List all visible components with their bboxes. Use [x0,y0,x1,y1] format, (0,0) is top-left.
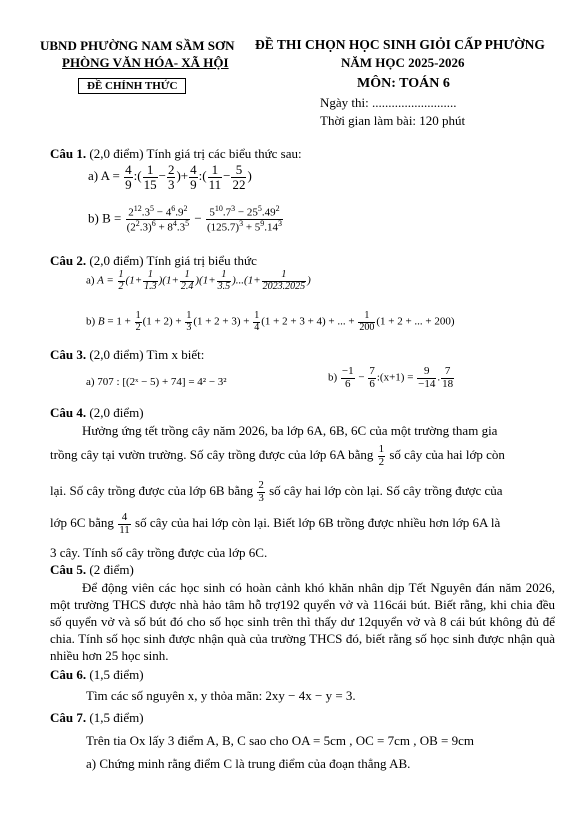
q4-label: Câu 4. [50,405,87,420]
q1-label: Câu 1. [50,146,87,161]
q2b-label: b) [86,315,96,328]
q6-heading [50,667,144,683]
q6-text: Tìm các số nguyên x, y thỏa mãn: 2xy − 4x − y = 3. [86,688,356,703]
exam-title: ĐỀ THI CHỌN HỌC SINH GIỎI CẤP PHƯỜNG [255,37,545,52]
q6-points: (1,5 điểm) [89,667,144,682]
q3a-expression: a) 707 : [(2ˣ − 5) + 74] = 4² − 3² [86,376,227,388]
q3-label: Câu 3. [50,347,87,362]
q2-points: (2,0 điểm) [89,253,144,268]
q5-text: Để động viên các học sinh có hoàn cảnh khó khăn nhân dịp Tết Nguyên đán năm 2026, một trường THCS được nhà hảo tâm hỗ trợ192 quyển vở và 116cái bút. Biết rằng, khi chia đều số quyển vở và số bút đó cho số học sinh trên thì thấy dư 12quyển vở và 8 cái bút không đủ để chia. Tính số học sinh được nhận quà của trường THCS đó, biết rằng số học sinh được nhận quà nhiều hơn 25 học sinh. [50,580,555,663]
school-year: NĂM HỌC 2025-2026 [341,55,465,70]
q1b-expression: b) B = $\frac{2^{12}.3^5 - 4^6.9^2}{(2^2.3)^6 + 8^4.3^5}$ − $\frac{5^{10}.7^3 - 25^5.49^2}{(125.7)^3 + 5^9.14^3}$ [88,204,283,234]
q1-heading [50,146,302,162]
q1-points: (2,0 điểm) [89,146,144,161]
q4-line-3: lại. Số cây trồng được của lớp 6B bằng $\frac{2}{3}$ số cây hai lớp còn lại. Số cây trồng được của [50,479,503,504]
q7-points: (1,5 điểm) [89,710,144,725]
q1-prompt: Tính giá trị các biểu thức sau: [146,146,302,161]
q3-points: (2,0 điểm) [89,347,144,362]
q7a-text: a) Chứng minh rằng điểm C là trung điểm của đoạn thẳng AB. [86,756,411,771]
q7-text: Trên tia Ox lấy 3 điểm A, B, C sao cho OA = 5cm , OC = 7cm , OB = 9cm [86,733,475,748]
q4-line-2: trồng cây tại vườn trường. Số cây trồng được của lớp 6A bằng $\frac{1}{2}$ số cây của hai lớp còn [50,443,505,468]
q4-points: (2,0 điểm) [89,405,144,420]
q1a-expression: a) A = $\frac{4}{9}$ :( $\frac{1}{15}$ − $\frac{2}{3}$ )+ $\frac{4}{9}$ :( $\frac{1}{11}$ − $\frac{5}{22}$ ) [88,162,252,192]
q4-line-1: Hưởng ứng tết trồng cây năm 2026, ba lớp 6A, 6B, 6C của một trường tham gia [82,423,498,438]
department-name: PHÒNG VĂN HÓA- XÃ HỘI [62,55,229,70]
q2a-label: a) [86,274,95,287]
q7-heading [50,710,144,726]
q6-label: Câu 6. [50,667,87,682]
official-exam-badge: ĐỀ CHÍNH THỨC [78,78,186,94]
q1a-label: a) A = [88,168,120,184]
q3-prompt: Tìm x biết: [146,347,205,362]
q4-line-4: lớp 6C bằng $\frac{4}{11}$ số cây của hai lớp còn lại. Biết lớp 6B trồng được nhiều hơn lớp 6A là [50,511,501,536]
q4-line-5: 3 cây. Tính số cây trồng được của lớp 6C. [50,545,268,560]
subject: MÔN: TOÁN 6 [357,76,450,91]
q2b-expression: b) B = 1 + $\frac{1}{2}$ (1 + 2) + $\frac{1}{3}$ (1 + 2 + 3) + $\frac{1}{4}$ (1 + 2 + 3 + 4) + ... + $\frac{1}{200}$ (1 + 2 + ... + 200) [86,310,455,333]
q4-heading [50,405,144,421]
q1b-label: b) B = [88,210,122,226]
q2-label: Câu 2. [50,253,87,268]
q2-prompt: Tính giá trị biểu thức [146,253,257,268]
q3b-label: b) [328,371,338,384]
q3-heading [50,347,204,363]
q5-points: (2 điểm) [89,562,134,577]
q2a-expression: a) A = $\frac{1}{2}$ (1+ $\frac{1}{1.3}$ )(1+ $\frac{1}{2.4}$ )(1+ $\frac{1}{3.5}$ )...(1+ $\frac{1}{2023.2025}$ ) [86,269,311,292]
q5-label: Câu 5. [50,562,87,577]
q3b-expression: b) $\frac{-1}{6}$ − $\frac{7}{6}$ :(x+1) = $\frac{9}{-14}$ . $\frac{7}{18}$ [328,365,454,390]
q5-heading [50,562,134,578]
q7-label: Câu 7. [50,710,87,725]
q2-heading [50,253,257,269]
exam-date: Ngày thi: .......................... [320,95,457,110]
authority-name: UBND PHƯỜNG NAM SẦM SƠN [40,38,235,53]
exam-duration: Thời gian làm bài: 120 phút [320,113,466,128]
